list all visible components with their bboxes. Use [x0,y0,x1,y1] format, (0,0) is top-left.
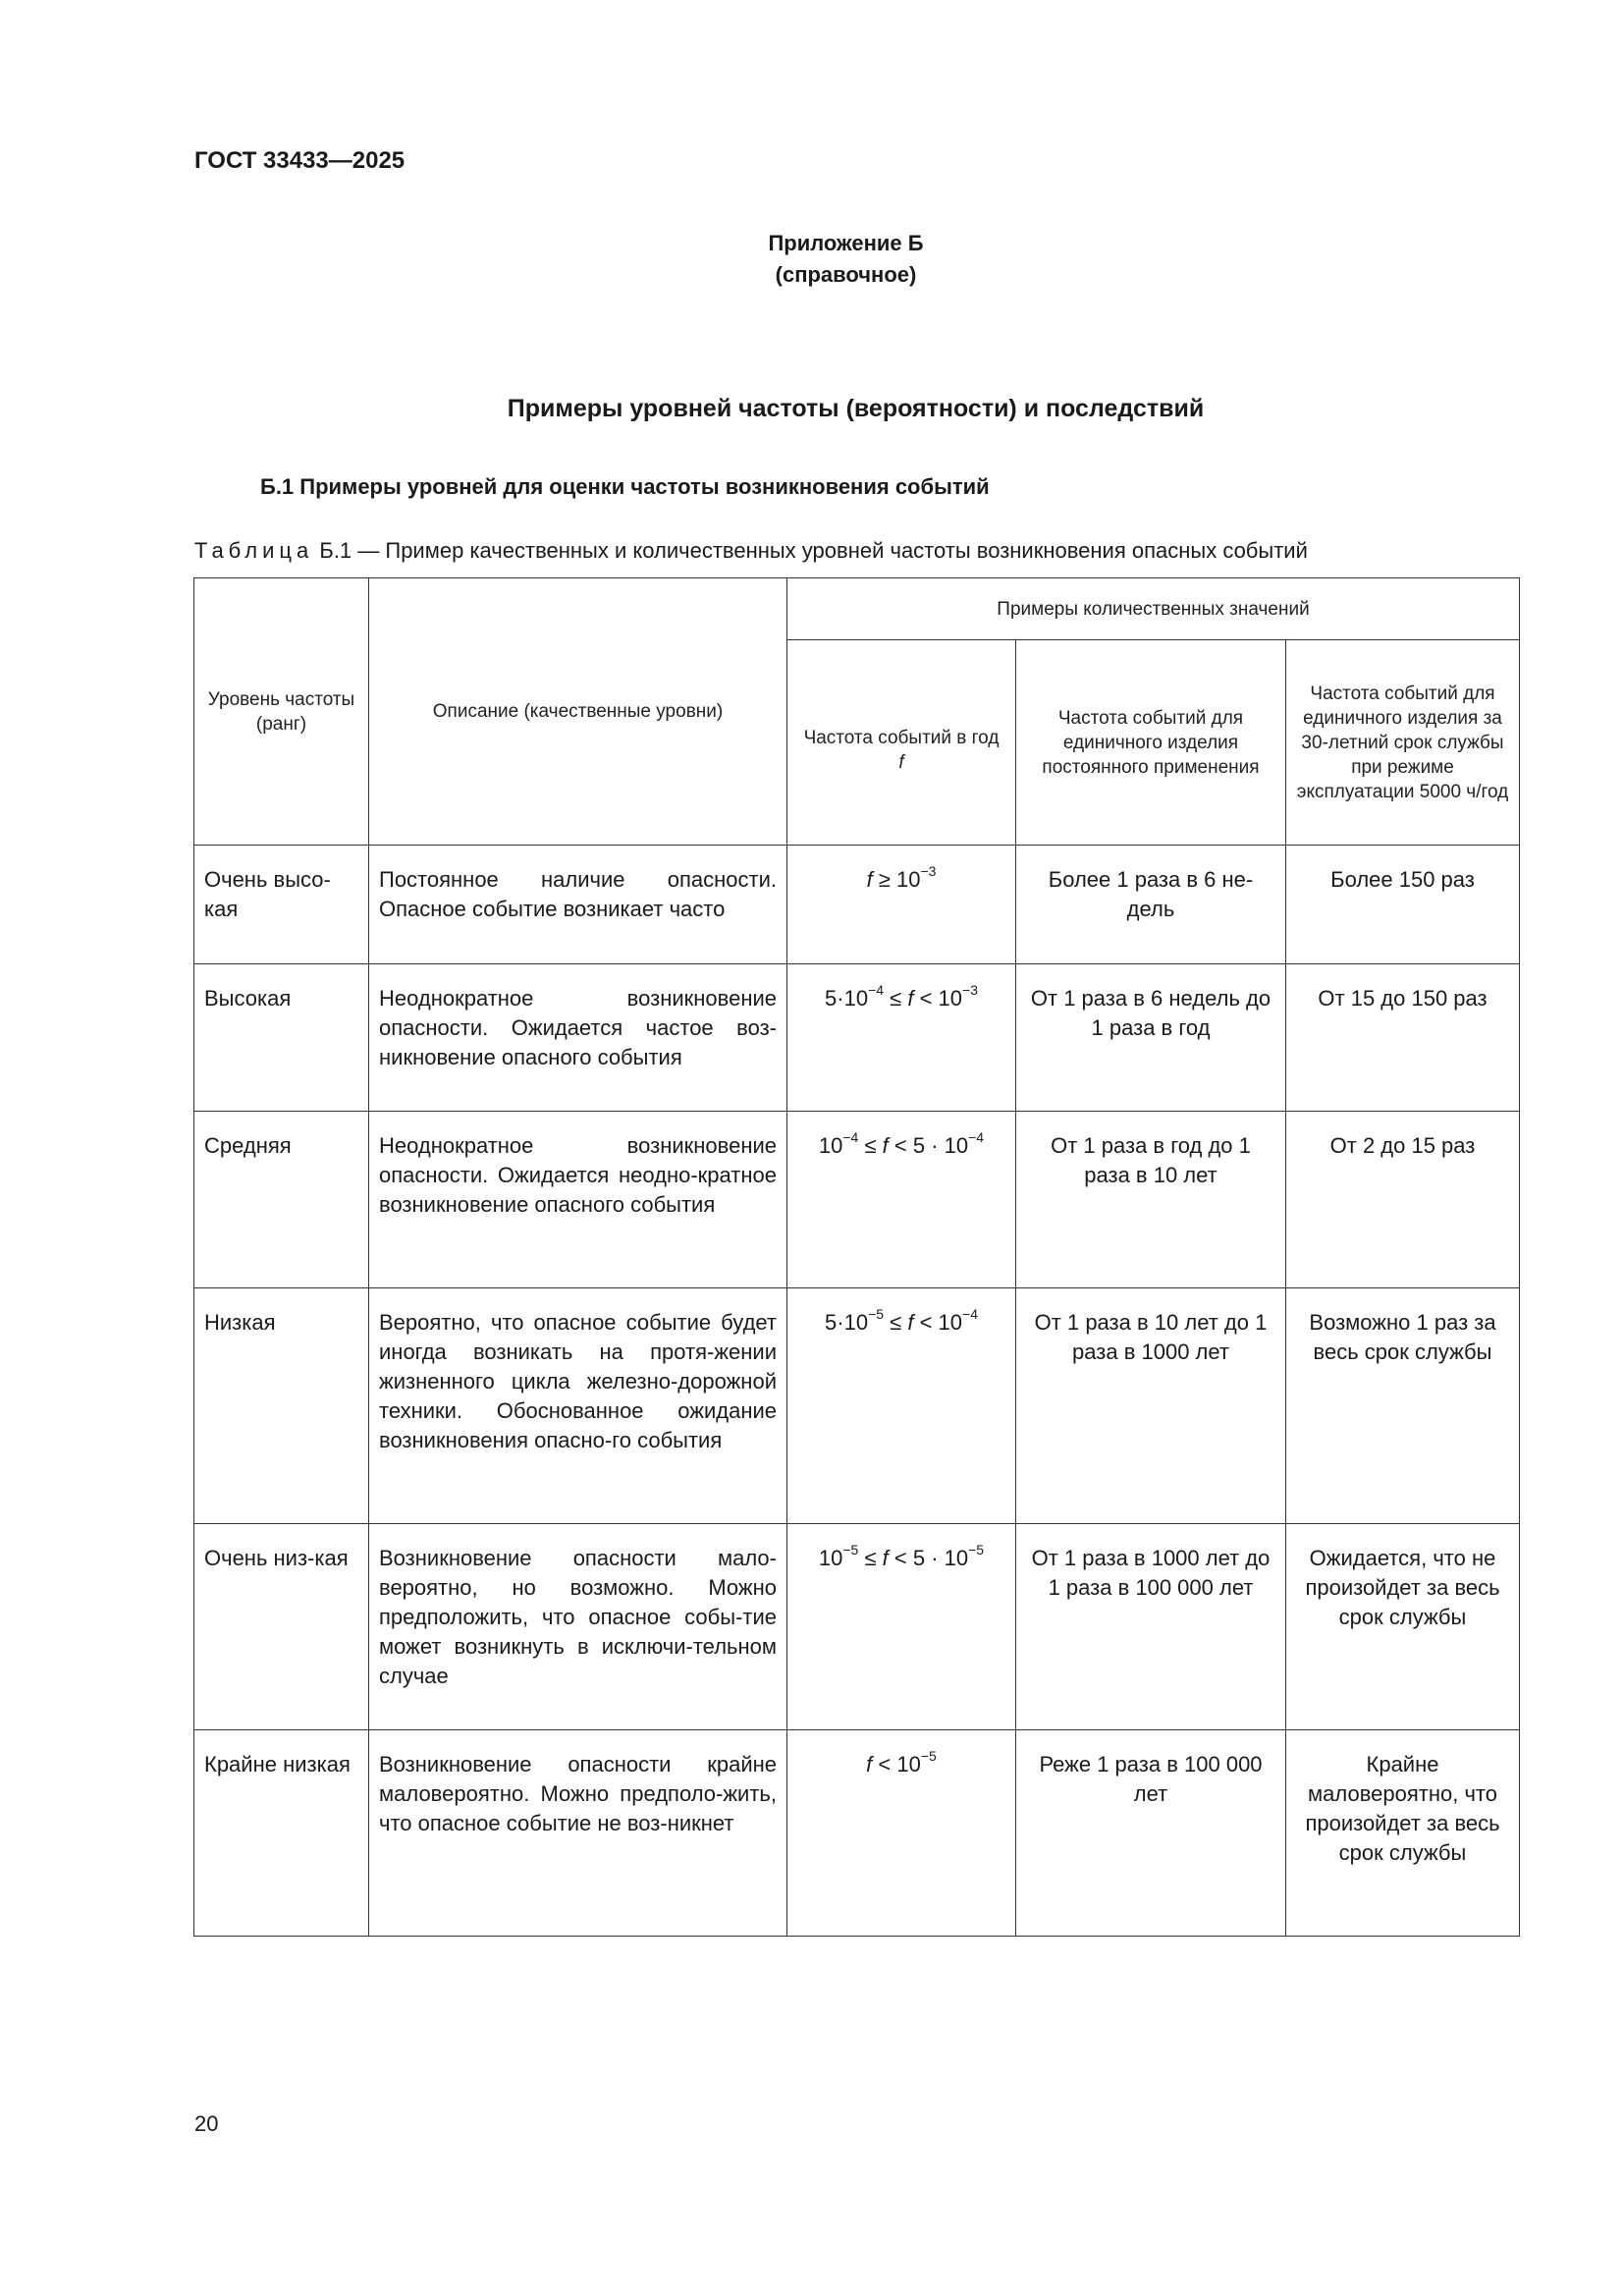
row-formula: $5\cdot 10^{-4} \le f < 10^{-3}$ [787,964,1016,1112]
table-caption-text: Б.1 — Пример качественных и количественных уровней частоты возникновения опасных событий [313,538,1308,563]
row-frequency-constant: От 1 раза в 6 недель до 1 раза в год [1016,964,1286,1112]
section-heading: Б.1 Примеры уровней для оценки частоты возникновения событий [260,474,990,499]
header-quantitative-group: Примеры количественных значений [787,578,1520,640]
header-frequency-constant-use: Частота событий для единичного изделия постоянного применения [1016,640,1286,846]
row-frequency-constant: От 1 раза в 1000 лет до 1 раза в 100 000 лет [1016,1524,1286,1730]
row-frequency-constant: Более 1 раза в 6 не-дель [1016,846,1286,964]
row-rank: Высокая [194,964,369,1112]
page-number: 20 [194,2111,219,2136]
table-row [194,1112,1520,1288]
annex-type: (справочное) [775,262,917,287]
frequency-levels-table [193,577,1520,1937]
row-formula: $10^{-5} \le f < 5 \cdot 10^{-5}$ [787,1524,1016,1730]
row-formula: $10^{-4} \le f < 5 \cdot 10^{-4}$ [787,1112,1016,1288]
header-description: Описание (качественные уровни) [369,578,787,846]
table-row [194,1524,1520,1730]
row-frequency-30-year: Крайне маловероятно, что произойдет за весь срок службы [1286,1730,1520,1937]
row-frequency-30-year: От 2 до 15 раз [1286,1112,1520,1288]
row-formula: $f < 10^{-5}$ [787,1730,1016,1937]
row-frequency-constant: От 1 раза в год до 1 раза в 10 лет [1016,1112,1286,1288]
row-description: Вероятно, что опасное событие будет иногда возникать на протя-жении жизненного цикла железно-дорожной техники. Обоснованное ожидание возникновения опасно-го события [369,1288,787,1524]
table-caption [194,538,1308,564]
row-description: Постоянное наличие опасности. Опасное событие возникает часто [369,846,787,964]
header-rank: Уровень частоты (ранг) [194,578,369,846]
row-frequency-30-year: От 15 до 150 раз [1286,964,1520,1112]
table-row [194,964,1520,1112]
table-row [194,1288,1520,1524]
row-description: Неоднократное возникновение опасности. Ожидается неодно-кратное возникновение опасного события [369,1112,787,1288]
table-row [194,1730,1520,1937]
annex-name: Приложение Б [768,231,924,255]
row-rank: Очень высо-кая [194,846,369,964]
row-frequency-30-year: Ожидается, что не произойдет за весь срок службы [1286,1524,1520,1730]
row-rank: Крайне низкая [194,1730,369,1937]
row-rank: Средняя [194,1112,369,1288]
row-frequency-constant: Реже 1 раза в 100 000 лет [1016,1730,1286,1937]
document-code: ГОСТ 33433—2025 [194,147,406,174]
row-description: Неоднократное возникновение опасности. Ожидается частое воз-никновение опасного события [369,964,787,1112]
row-formula: $f \ge 10^{-3}$ [787,846,1016,964]
annex-title: Примеры уровней частоты (вероятности) и последствий [507,395,1205,422]
row-rank: Очень низ-кая [194,1524,369,1730]
row-description: Возникновение опасности мало-вероятно, но возможно. Можно предположить, что опасное собы-тие может возникнуть в исключи-тельном случае [369,1524,787,1730]
row-frequency-30-year: Более 150 раз [1286,846,1520,964]
row-rank: Низкая [194,1288,369,1524]
row-description: Возникновение опасности крайне маловероятно. Можно предполо-жить, что опасное событие не воз-никнет [369,1730,787,1937]
row-formula: $5\cdot 10^{-5} \le f < 10^{-4}$ [787,1288,1016,1524]
table-caption-label: Таблица [194,538,314,563]
row-frequency-30-year: Возможно 1 раз за весь срок службы [1286,1288,1520,1524]
annex-heading [0,228,1623,291]
header-frequency-per-year: Частота событий в год f [787,640,1016,846]
row-frequency-constant: От 1 раза в 10 лет до 1 раза в 1000 лет [1016,1288,1286,1524]
header-frequency-30-year: Частота событий для единичного изделия за 30-летний срок службы при режиме эксплуатации 5000 ч/год [1286,640,1520,846]
table-row [194,846,1520,964]
